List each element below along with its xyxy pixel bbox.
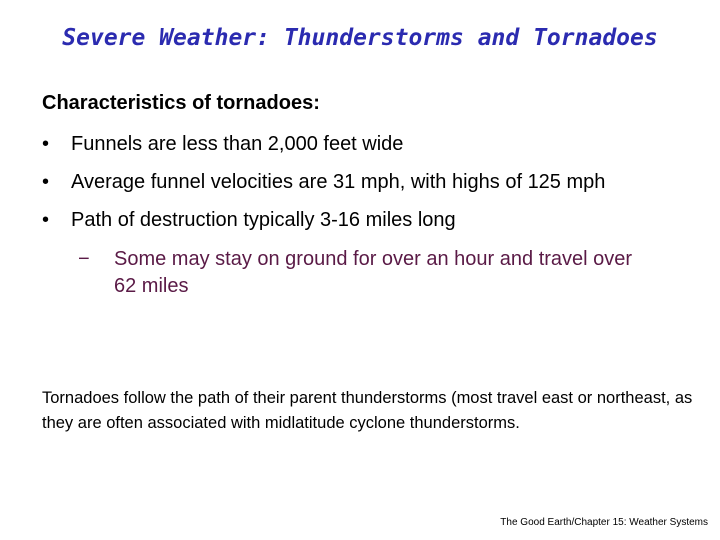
sub-bullet-list xyxy=(71,246,682,300)
bullet-text: Funnels are less than 2,000 feet wide xyxy=(71,133,404,155)
bullet-item xyxy=(42,207,682,300)
dash-icon: − xyxy=(78,248,90,270)
bullet-text: Average funnel velocities are 31 mph, with highs of 125 mph xyxy=(71,171,606,193)
body-paragraph: Tornadoes follow the path of their parent thunderstorms (most travel east or northeast, as they are often associated with midlatitude cyclone thunderstorms. xyxy=(42,389,693,432)
section-heading: Characteristics of tornadoes: xyxy=(42,92,320,114)
bullet-item xyxy=(42,169,682,196)
sub-bullet-text: Some may stay on ground for over an hour and travel over 62 miles xyxy=(114,248,633,297)
bullet-item xyxy=(42,131,682,158)
bullet-icon: • xyxy=(42,171,50,193)
bullet-icon: • xyxy=(42,133,50,155)
bullet-list xyxy=(42,131,682,311)
sub-bullet-item xyxy=(78,246,634,300)
bullet-icon: • xyxy=(42,209,50,231)
slide-title: Severe Weather: Thunderstorms and Tornadoes xyxy=(62,25,658,51)
bullet-text: Path of destruction typically 3-16 miles long xyxy=(71,209,456,231)
footer-text: The Good Earth/Chapter 15: Weather Systems xyxy=(500,517,708,528)
